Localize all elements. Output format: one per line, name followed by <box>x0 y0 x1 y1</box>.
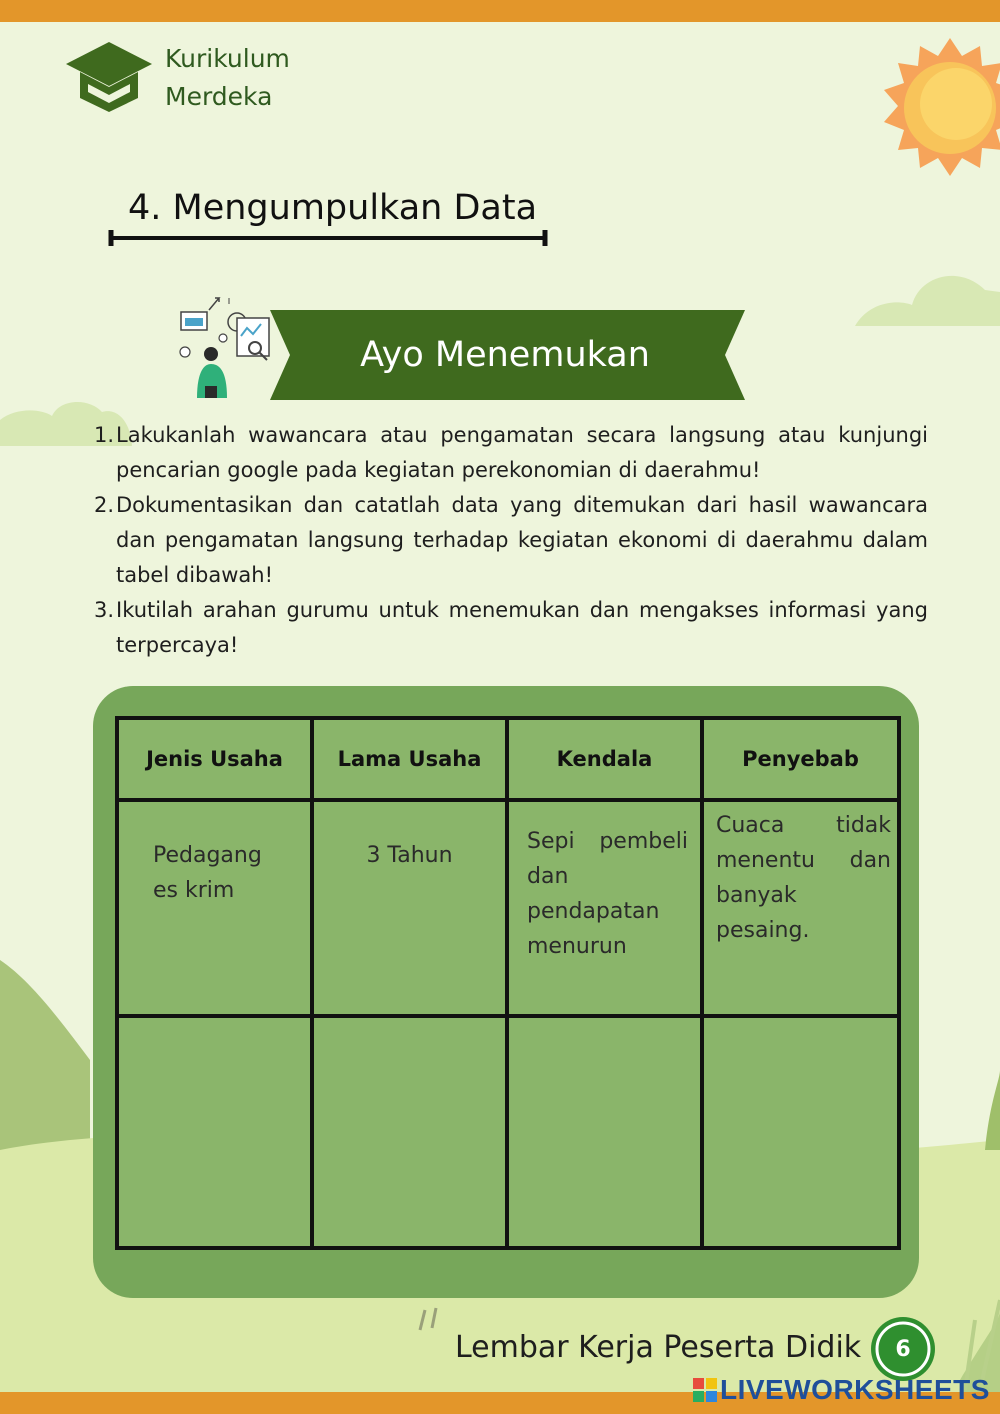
table-cell[interactable] <box>312 800 507 1016</box>
data-table <box>115 716 901 1250</box>
table-cell[interactable] <box>702 1016 899 1248</box>
sun-icon <box>884 38 1000 176</box>
cell-text: Sepi pembeli dan pendapatan menurun <box>527 829 688 959</box>
header-lama-usaha: Lama Usaha <box>312 718 507 800</box>
item-text: Dokumentasikan dan catatlah data yang ditemukan dari hasil wawancara dan pengamatan langsung terhadap kegiatan ekonomi di daerahmu dalam tabel dibawah! <box>116 493 928 587</box>
table-cell[interactable] <box>117 1016 312 1248</box>
watermark-text: LIVEWORKSHEETS <box>720 1374 990 1405</box>
page-number: 6 <box>895 1336 911 1362</box>
list-item <box>88 593 928 663</box>
title-underline <box>108 230 548 246</box>
banner-title: Ayo Menemukan <box>360 335 650 375</box>
instruction-list <box>88 418 928 663</box>
logo-line-2: Merdeka <box>165 82 273 111</box>
item-number: 2. <box>93 493 114 517</box>
table-cell[interactable] <box>507 1016 702 1248</box>
item-text: Lakukanlah wawancara atau pengamatan secara langsung atau kunjungi pencarian google pada kegiatan perekonomian di daerahmu! <box>116 423 928 482</box>
table-cell[interactable] <box>312 1016 507 1248</box>
table-row <box>117 800 899 1016</box>
data-analysis-illustration-icon <box>175 290 285 400</box>
liveworksheets-watermark[interactable] <box>693 1373 990 1407</box>
section-title: 4. Mengumpulkan Data <box>128 188 538 228</box>
liveworksheets-logo-icon <box>693 1378 717 1402</box>
cell-text <box>509 1018 700 1038</box>
list-item <box>88 488 928 593</box>
graduation-cap-icon <box>64 40 154 115</box>
item-number: 1. <box>93 423 114 447</box>
table-row <box>117 1016 899 1248</box>
item-number: 3. <box>93 598 114 622</box>
table-cell[interactable] <box>117 800 312 1016</box>
table-cell[interactable] <box>507 800 702 1016</box>
table-header-row <box>117 718 899 800</box>
curriculum-logo-text <box>165 40 290 116</box>
cell-text <box>119 1018 310 1038</box>
cell-text <box>704 1018 897 1038</box>
header-penyebab: Penyebab <box>702 718 899 800</box>
cell-text: Pedagang es krim <box>153 843 262 903</box>
list-item <box>88 418 928 488</box>
cell-text <box>314 1018 505 1038</box>
table-cell[interactable] <box>702 800 899 1016</box>
item-text: Ikutilah arahan gurumu untuk menemukan dan mengakses informasi yang terpercaya! <box>116 598 928 657</box>
logo-line-1: Kurikulum <box>165 44 290 73</box>
header-kendala: Kendala <box>507 718 702 800</box>
header-jenis-usaha: Jenis Usaha <box>117 718 312 800</box>
cell-text: Cuaca tidak menentu dan banyak pesaing. <box>716 813 891 943</box>
cell-text: 3 Tahun <box>366 843 453 868</box>
footer-label: Lembar Kerja Peserta Didik <box>455 1330 862 1365</box>
